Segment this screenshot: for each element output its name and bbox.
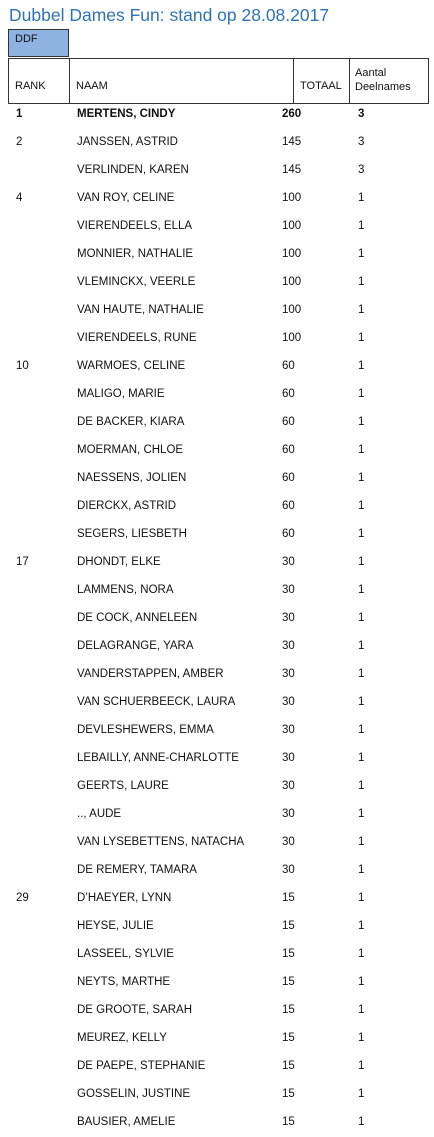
total-cell: 60 [282,472,295,484]
total-cell: 15 [282,1032,295,1044]
table-row [0,773,434,801]
total-cell: 15 [282,1060,295,1072]
name-cell: .., AUDE [77,808,122,820]
table-row [0,829,434,857]
total-cell: 100 [282,248,302,260]
name-cell: NEYTS, MARTHE [77,976,171,988]
participations-cell: 1 [358,640,365,652]
table-row [0,129,434,157]
participations-cell: 1 [358,416,365,428]
rank-cell: 4 [16,192,23,204]
table-row [0,437,434,465]
total-cell: 60 [282,500,295,512]
participations-cell: 1 [358,1032,365,1044]
participations-cell: 1 [358,976,365,988]
table-row [0,801,434,829]
name-cell: MEUREZ, KELLY [77,1032,167,1044]
table-row [0,1053,434,1081]
name-cell: MALIGO, MARIE [77,388,165,400]
total-cell: 30 [282,724,295,736]
total-cell: 60 [282,444,295,456]
table-row [0,325,434,353]
total-cell: 100 [282,332,302,344]
table-row [0,269,434,297]
total-cell: 30 [282,556,295,568]
name-cell: DE PAEPE, STEPHANIE [77,1060,206,1072]
participations-cell: 1 [358,556,365,568]
participations-cell: 1 [358,332,365,344]
total-cell: 30 [282,612,295,624]
rank-cell: 17 [16,556,29,568]
participations-cell: 1 [358,1116,365,1128]
name-cell: LASSEEL, SYLVIE [77,948,174,960]
name-cell: DHONDT, ELKE [77,556,161,568]
table-row [0,745,434,773]
rank-cell: 1 [16,108,23,120]
participations-cell: 1 [358,1088,365,1100]
total-cell: 60 [282,388,295,400]
table-row [0,661,434,689]
ranking-table-body [0,101,434,1137]
name-cell: VLEMINCKX, VEERLE [77,276,196,288]
table-row [0,633,434,661]
table-row [0,157,434,185]
participations-cell: 1 [358,920,365,932]
participations-cell: 1 [358,752,365,764]
participations-cell: 1 [358,612,365,624]
participations-cell: 1 [358,360,365,372]
participations-cell: 1 [358,696,365,708]
table-row [0,297,434,325]
participations-cell: 1 [358,808,365,820]
table-row [0,1025,434,1053]
header-totaal: TOTAAL [293,58,350,104]
participations-cell: 1 [358,276,365,288]
total-cell: 15 [282,1088,295,1100]
table-row [0,101,434,129]
participations-cell: 3 [358,136,365,148]
name-cell: DE GROOTE, SARAH [77,1004,193,1016]
table-row [0,521,434,549]
page-title: Dubbel Dames Fun: stand op 28.08.2017 [9,5,330,25]
total-cell: 15 [282,1004,295,1016]
total-cell: 30 [282,836,295,848]
table-row [0,465,434,493]
name-cell: D’HAEYER, LYNN [77,892,172,904]
total-cell: 30 [282,752,295,764]
total-cell: 100 [282,276,302,288]
participations-cell: 1 [358,500,365,512]
total-cell: 30 [282,640,295,652]
total-cell: 145 [282,136,302,148]
total-cell: 15 [282,892,295,904]
name-cell: VERLINDEN, KAREN [77,164,189,176]
rank-cell: 29 [16,892,29,904]
name-cell: DIERCKX, ASTRID [77,500,177,512]
total-cell: 30 [282,808,295,820]
header-aantal-line1: Aantal [355,67,387,79]
table-row [0,1081,434,1109]
name-cell: HEYSE, JULIE [77,920,154,932]
name-cell: NAESSENS, JOLIEN [77,472,187,484]
name-cell: VAN HAUTE, NATHALIE [77,304,204,316]
rank-cell: 10 [16,360,29,372]
name-cell: LEBAILLY, ANNE-CHARLOTTE [77,752,239,764]
participations-cell: 1 [358,388,365,400]
participations-cell: 1 [358,528,365,540]
table-row [0,353,434,381]
total-cell: 60 [282,416,295,428]
total-cell: 30 [282,696,295,708]
total-cell: 30 [282,780,295,792]
total-cell: 30 [282,864,295,876]
total-cell: 60 [282,360,295,372]
total-cell: 100 [282,220,302,232]
name-cell: JANSSEN, ASTRID [77,136,178,148]
total-cell: 100 [282,304,302,316]
name-cell: MERTENS, CINDY [77,108,176,120]
participations-cell: 1 [358,892,365,904]
name-cell: LAMMENS, NORA [77,584,174,596]
name-cell: VAN SCHUERBEECK, LAURA [77,696,236,708]
table-row [0,885,434,913]
rank-cell: 2 [16,136,23,148]
table-row [0,689,434,717]
table-row [0,381,434,409]
participations-cell: 1 [358,584,365,596]
total-cell: 15 [282,1116,295,1128]
participations-cell: 1 [358,444,365,456]
total-cell: 60 [282,528,295,540]
name-cell: SEGERS, LIESBETH [77,528,187,540]
participations-cell: 1 [358,192,365,204]
participations-cell: 1 [358,1004,365,1016]
participations-cell: 1 [358,304,365,316]
table-row [0,409,434,437]
participations-cell: 1 [358,248,365,260]
participations-cell: 1 [358,1060,365,1072]
table-row [0,549,434,577]
name-cell: DE COCK, ANNELEEN [77,612,198,624]
total-cell: 30 [282,584,295,596]
participations-cell: 1 [358,220,365,232]
table-row [0,717,434,745]
name-cell: MOERMAN, CHLOE [77,444,184,456]
participations-cell: 1 [358,472,365,484]
participations-cell: 1 [358,668,365,680]
total-cell: 260 [282,108,302,120]
table-row [0,493,434,521]
name-cell: DELAGRANGE, YARA [77,640,194,652]
participations-cell: 1 [358,836,365,848]
table-row [0,577,434,605]
table-row [0,941,434,969]
name-cell: VAN LYSEBETTENS, NATACHA [77,836,245,848]
total-cell: 15 [282,976,295,988]
header-aantal-line2: Deelnames [355,81,411,93]
name-cell: VIERENDEELS, ELLA [77,220,193,232]
name-cell: DE REMERY, TAMARA [77,864,197,876]
participations-cell: 1 [358,948,365,960]
header-naam: NAAM [69,58,294,104]
total-cell: 145 [282,164,302,176]
table-row [0,913,434,941]
total-cell: 15 [282,948,295,960]
table-row [0,605,434,633]
table-row [0,241,434,269]
name-cell: GEERTS, LAURE [77,780,169,792]
name-cell: VAN ROY, CELINE [77,192,175,204]
header-rank: RANK [8,58,70,104]
name-cell: MONNIER, NATHALIE [77,248,194,260]
name-cell: GOSSELIN, JUSTINE [77,1088,191,1100]
name-cell: WARMOES, CELINE [77,360,186,372]
name-cell: VANDERSTAPPEN, AMBER [77,668,224,680]
name-cell: VIERENDEELS, RUNE [77,332,197,344]
category-label: DDF [8,29,69,57]
total-cell: 100 [282,192,302,204]
table-row [0,185,434,213]
name-cell: DE BACKER, KIARA [77,416,185,428]
participations-cell: 3 [358,164,365,176]
table-row [0,1109,434,1137]
total-cell: 15 [282,920,295,932]
table-row [0,213,434,241]
participations-cell: 1 [358,780,365,792]
participations-cell: 1 [358,724,365,736]
table-row [0,969,434,997]
table-row [0,857,434,885]
participations-cell: 1 [358,864,365,876]
header-aantal-deelnames [349,58,429,104]
participations-cell: 3 [358,108,365,120]
total-cell: 30 [282,668,295,680]
name-cell: DEVLESHEWERS, EMMA [77,724,214,736]
table-row [0,997,434,1025]
name-cell: BAUSIER, AMELIE [77,1116,176,1128]
